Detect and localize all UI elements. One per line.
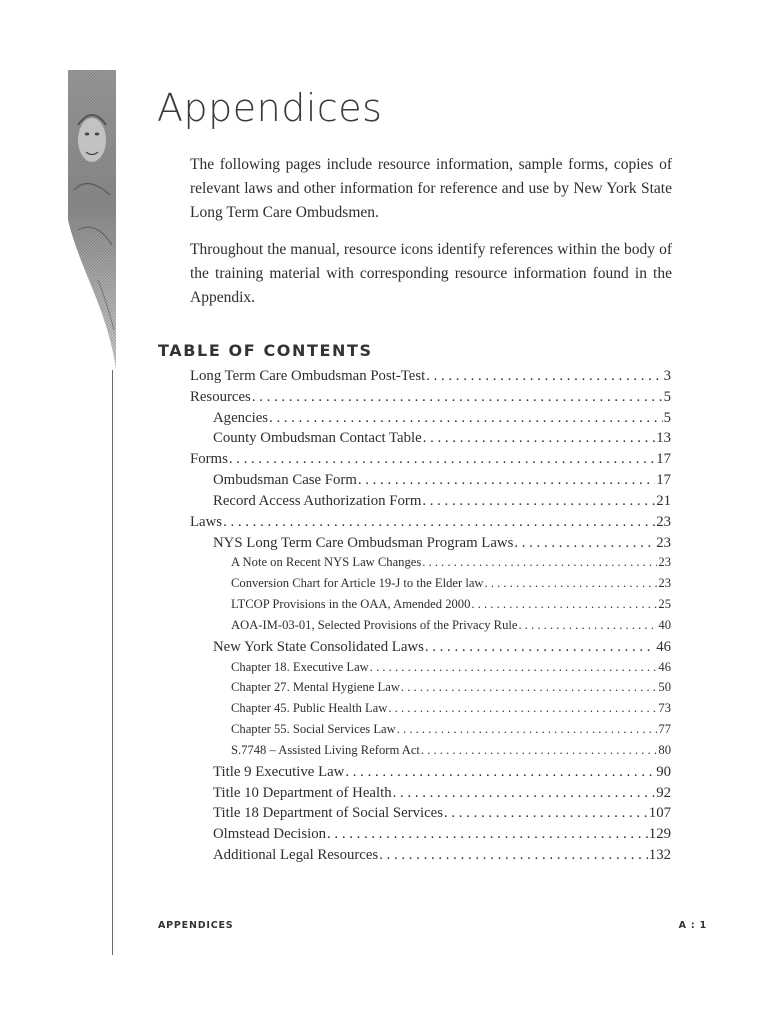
toc-dot-leader (426, 368, 662, 385)
toc-entry[interactable] (190, 764, 671, 785)
toc-entry-page: 73 (658, 701, 671, 716)
toc-entry[interactable] (190, 535, 671, 556)
toc-entry-page: 129 (648, 826, 671, 843)
toc-entry[interactable] (190, 743, 671, 764)
toc-entry[interactable] (190, 451, 671, 472)
toc-entry-page: 80 (658, 742, 671, 757)
toc-entry[interactable] (190, 701, 671, 722)
toc-entry-page: 132 (648, 847, 671, 864)
toc-entry[interactable] (190, 680, 671, 701)
toc-dot-leader (514, 535, 655, 552)
toc-dot-leader (223, 514, 655, 531)
toc-entry[interactable] (190, 847, 671, 868)
toc-entry-page: 5 (663, 409, 671, 426)
toc-entry[interactable] (190, 618, 671, 639)
toc-entry-page: 77 (658, 722, 671, 737)
toc-entry-page: 46 (656, 638, 671, 655)
intro-paragraph-1: The following pages include resource information, sample forms, copies of relevant laws and other information for reference and use by New York State Long Term Care Ombudsmen. (190, 156, 672, 221)
toc-entry[interactable] (190, 660, 671, 681)
toc-dot-leader (421, 743, 658, 758)
toc-entry-label: Ombudsman Case Form (213, 472, 357, 489)
table-of-contents (190, 368, 671, 868)
toc-dot-leader (485, 576, 658, 591)
toc-dot-leader (345, 764, 655, 781)
toc-entry[interactable] (190, 555, 671, 576)
portrait-engraving-image (68, 70, 116, 370)
toc-dot-leader (269, 410, 663, 427)
toc-dot-leader (444, 805, 648, 822)
toc-entry[interactable] (190, 493, 671, 514)
toc-entry-label: Conversion Chart for Article 19-J to the Elder law (231, 576, 484, 591)
toc-entry-label: Laws (190, 513, 223, 530)
toc-entry-label: Title 10 Department of Health (213, 784, 392, 801)
toc-entry[interactable] (190, 576, 671, 597)
toc-entry-label: Olmstead Decision (213, 826, 327, 843)
toc-dot-leader (423, 430, 656, 447)
toc-entry-label: Agencies (213, 409, 269, 426)
toc-entry-page: 13 (656, 430, 671, 447)
intro-paragraph-2: Throughout the manual, resource icons identify references within the body of the training material with corresponding resource information found in the Appendix. (190, 241, 672, 306)
toc-dot-leader (370, 660, 658, 675)
toc-entry-label: Record Access Authorization Form (213, 492, 422, 509)
toc-dot-leader (358, 472, 655, 489)
toc-dot-leader (393, 785, 656, 802)
toc-entry[interactable] (190, 805, 671, 826)
toc-dot-leader (252, 389, 663, 406)
toc-entry-label: S.7748 – Assisted Living Reform Act (231, 742, 420, 757)
toc-entry[interactable] (190, 826, 671, 847)
toc-entry-label: Forms (190, 451, 228, 468)
toc-entry-page: 107 (648, 805, 671, 822)
toc-entry-label: AOA-IM-03-01, Selected Provisions of the Privacy Rule (231, 617, 518, 632)
toc-entry[interactable] (190, 639, 671, 660)
page-title: Appendices (157, 86, 383, 130)
toc-entry[interactable] (190, 785, 671, 806)
toc-entry[interactable] (190, 368, 671, 389)
toc-entry[interactable] (190, 597, 671, 618)
toc-entry-label: A Note on Recent NYS Law Changes (231, 555, 422, 570)
toc-entry-page: 23 (658, 555, 671, 570)
toc-entry-page: 23 (656, 513, 671, 530)
toc-dot-leader (229, 451, 655, 468)
toc-entry-page: 3 (663, 368, 671, 384)
toc-dot-leader (518, 618, 657, 633)
toc-dot-leader (379, 847, 648, 864)
toc-entry-label: New York State Consolidated Laws (213, 638, 424, 655)
toc-entry-page: 17 (656, 451, 671, 468)
toc-dot-leader (327, 826, 648, 843)
toc-entry-label: Title 9 Executive Law (213, 763, 345, 780)
side-rule (112, 370, 113, 955)
toc-dot-leader (397, 722, 658, 737)
toc-entry[interactable] (190, 514, 671, 535)
toc-dot-leader (388, 701, 657, 716)
toc-dot-leader (401, 680, 657, 695)
toc-dot-leader (425, 639, 655, 656)
toc-entry-label: Chapter 18. Executive Law (231, 659, 369, 674)
toc-entry-page: 40 (658, 617, 671, 632)
toc-entry-page: 23 (656, 534, 671, 551)
toc-entry-page: 92 (656, 784, 671, 801)
toc-entry-page: 46 (658, 659, 671, 674)
toc-entry-label: Long Term Care Ombudsman Post-Test (190, 368, 426, 384)
toc-dot-leader (471, 597, 657, 612)
toc-entry[interactable] (190, 389, 671, 410)
toc-entry[interactable] (190, 472, 671, 493)
toc-entry-label: County Ombudsman Contact Table (213, 430, 422, 447)
toc-entry[interactable] (190, 430, 671, 451)
toc-entry-label: Chapter 55. Social Services Law (231, 722, 396, 737)
toc-entry-label: Resources (190, 388, 251, 405)
footer-page-number: A : 1 (678, 920, 707, 931)
toc-entry[interactable] (190, 722, 671, 743)
toc-entry-page: 23 (658, 576, 671, 591)
toc-entry-label: Chapter 27. Mental Hygiene Law (231, 680, 400, 695)
toc-entry-label: Chapter 45. Public Health Law (231, 701, 388, 716)
toc-entry-page: 90 (656, 763, 671, 780)
toc-entry[interactable] (190, 410, 671, 431)
toc-entry-page: 25 (658, 597, 671, 612)
toc-dot-leader (422, 555, 657, 570)
toc-entry-page: 5 (663, 388, 671, 405)
toc-dot-leader (422, 493, 655, 510)
footer-section-label: APPENDICES (158, 920, 234, 931)
toc-heading: TABLE OF CONTENTS (158, 341, 373, 360)
toc-entry-label: NYS Long Term Care Ombudsman Program Laws (213, 534, 514, 551)
toc-entry-page: 21 (656, 492, 671, 509)
toc-entry-page: 50 (658, 680, 671, 695)
toc-entry-label: LTCOP Provisions in the OAA, Amended 2000 (231, 597, 471, 612)
toc-entry-label: Title 18 Department of Social Services (213, 805, 443, 822)
toc-entry-label: Additional Legal Resources (213, 847, 379, 864)
toc-entry-page: 17 (656, 472, 671, 489)
